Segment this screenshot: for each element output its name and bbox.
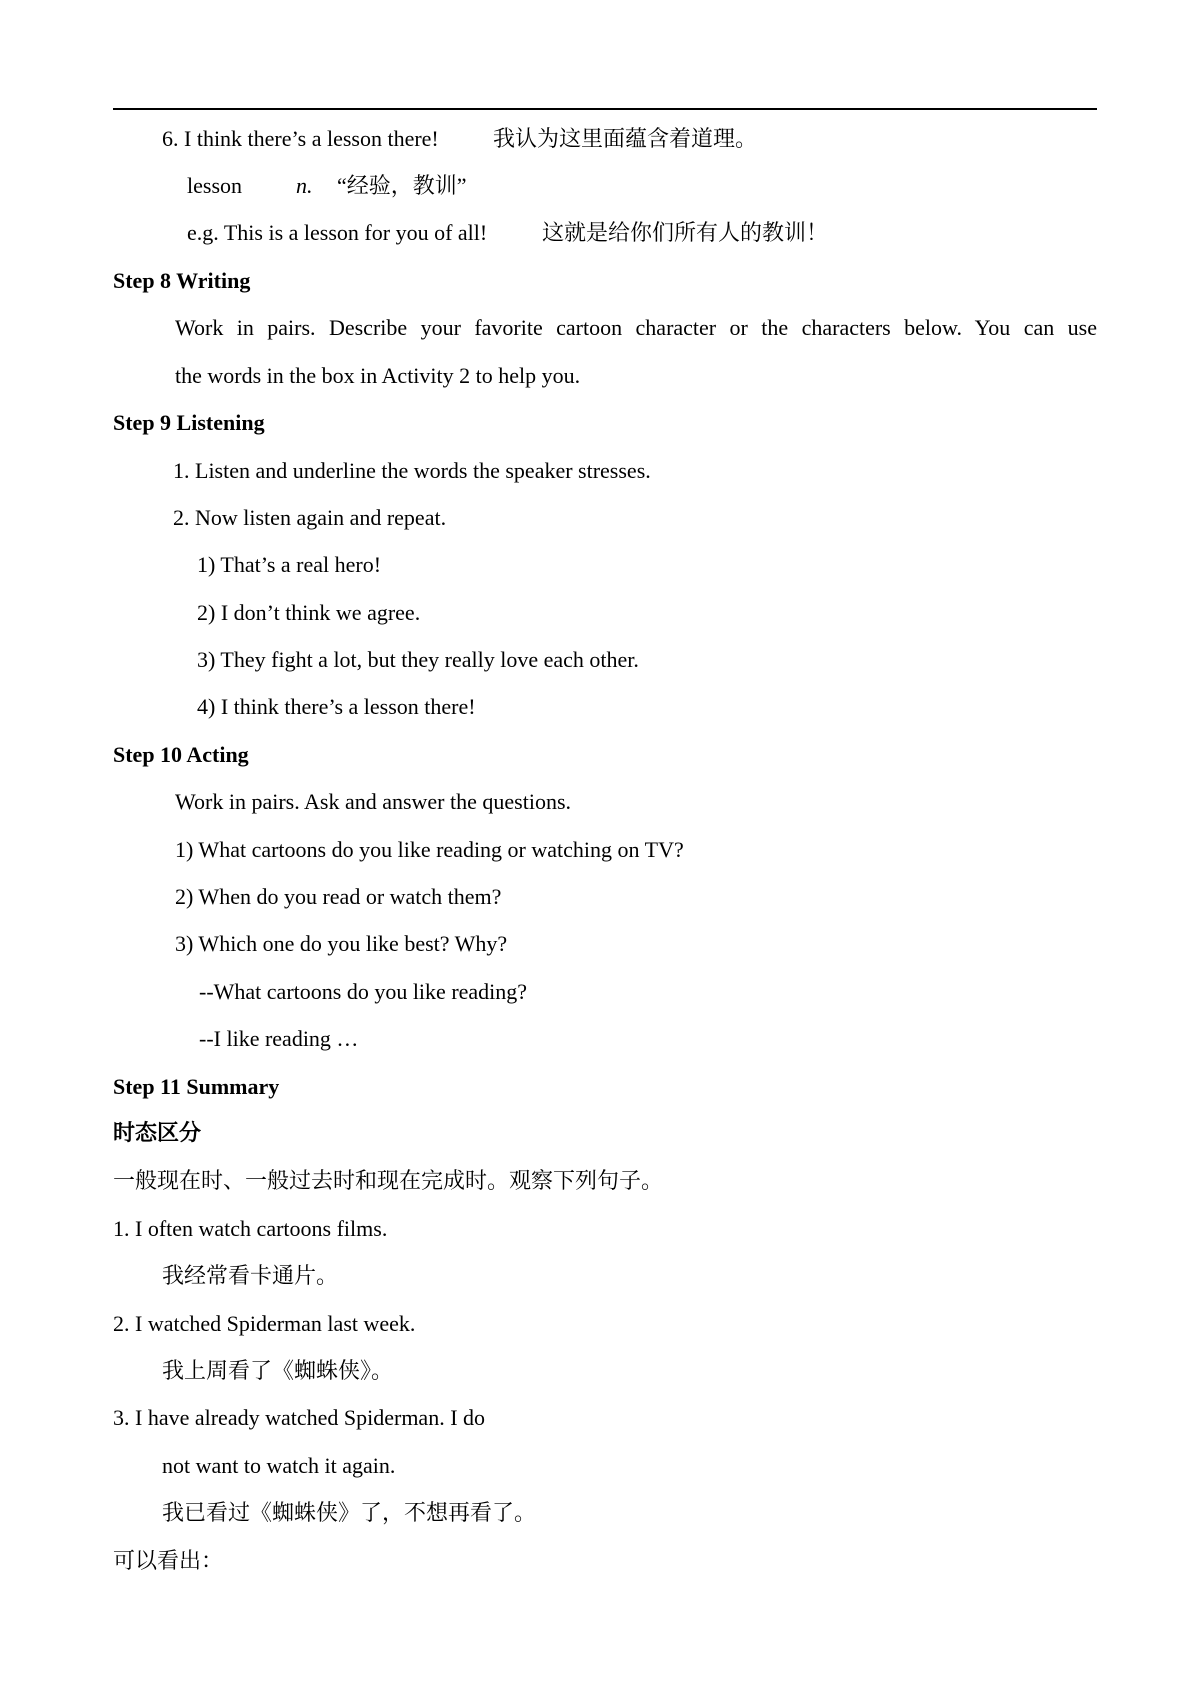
example-chinese: 这就是给你们所有人的教训！ xyxy=(542,220,829,245)
step8-heading: Step 8 Writing xyxy=(113,268,251,293)
summary-example-english-continued: not want to watch it again. xyxy=(162,1453,396,1478)
step8-instruction-line1: Work in pairs. Describe your favorite cartoon character or the characters below. You can use xyxy=(175,315,1097,340)
vocab-meaning: “经验，教训” xyxy=(337,173,467,198)
summary-conclusion: 可以看出： xyxy=(113,1548,224,1573)
step9-sentence: 1) That’s a real hero! xyxy=(197,552,382,577)
summary-example-english: 3. I have already watched Spiderman. I do xyxy=(113,1405,486,1430)
step10-dialogue-line: --I like reading … xyxy=(199,1026,359,1051)
step8-instruction-line2: the words in the box in Activity 2 to help you. xyxy=(175,363,581,388)
example-english: e.g. This is a lesson for you of all! xyxy=(187,220,488,245)
item6-chinese: 我认为这里面蕴含着道理。 xyxy=(493,126,758,151)
step10-instruction: Work in pairs. Ask and answer the questions. xyxy=(175,789,571,814)
summary-example-chinese: 我已看过《蜘蛛侠》了，不想再看了。 xyxy=(162,1500,537,1525)
step11-heading: Step 11 Summary xyxy=(113,1074,280,1099)
step10-question: 2) When do you read or watch them? xyxy=(175,884,502,909)
step9-sentence: 4) I think there’s a lesson there! xyxy=(197,694,476,719)
step9-heading: Step 9 Listening xyxy=(113,410,265,435)
summary-example-english: 2. I watched Spiderman last week. xyxy=(113,1311,416,1336)
item6-english: 6. I think there’s a lesson there! xyxy=(162,126,439,151)
step10-question: 3) Which one do you like best? Why? xyxy=(175,931,508,956)
step10-heading: Step 10 Acting xyxy=(113,742,249,767)
vocab-word: lesson xyxy=(187,173,242,198)
step9-sentence: 3) They fight a lot, but they really love each other. xyxy=(197,647,639,672)
step11-intro: 一般现在时、一般过去时和现在完成时。观察下列句子。 xyxy=(113,1168,664,1193)
step10-dialogue-line: --What cartoons do you like reading? xyxy=(199,979,528,1004)
step10-question: 1) What cartoons do you like reading or watching on TV? xyxy=(175,837,684,862)
summary-example-chinese: 我经常看卡通片。 xyxy=(162,1263,339,1288)
step9-item: 1. Listen and underline the words the speaker stresses. xyxy=(173,458,651,483)
summary-example-english: 1. I often watch cartoons films. xyxy=(113,1216,388,1241)
step11-subtitle: 时态区分 xyxy=(113,1121,202,1146)
header-rule xyxy=(113,108,1097,110)
vocab-part-of-speech: n. xyxy=(296,173,313,198)
summary-example-chinese: 我上周看了《蜘蛛侠》。 xyxy=(162,1358,394,1383)
step9-sentence: 2) I don’t think we agree. xyxy=(197,600,421,625)
step9-item: 2. Now listen again and repeat. xyxy=(173,505,447,530)
